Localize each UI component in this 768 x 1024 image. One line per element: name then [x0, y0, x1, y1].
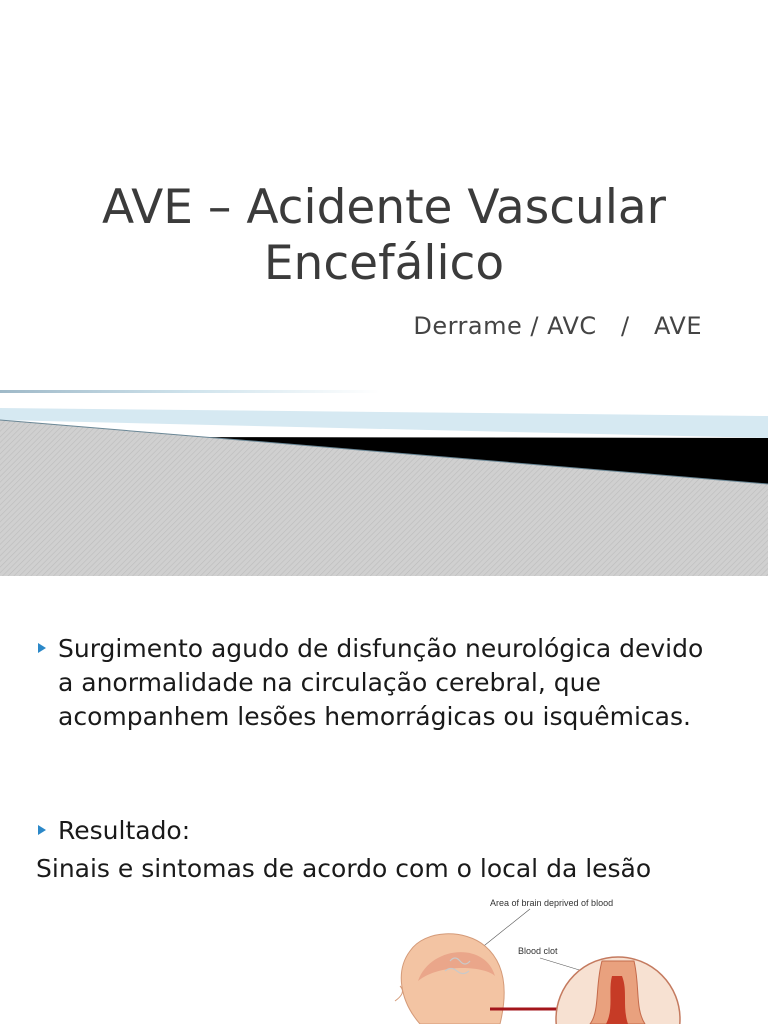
title-line-2: Encefálico — [263, 236, 505, 291]
bullet-arrow-icon — [38, 825, 46, 835]
content-slide — [0, 576, 768, 1024]
bullet-item-1 — [38, 632, 718, 734]
title-line-1: AVE – Acidente Vascular — [101, 180, 667, 235]
head-illustration — [401, 934, 504, 1024]
figure-label-clot: Blood clot — [518, 946, 558, 956]
decorative-banner — [0, 380, 768, 576]
bullet-1-text: Surgimento agudo de disfunção neurológica devido a anormalidade na circulação cerebral, que acompanhem lesões hemorrágicas ou isquêmicas. — [58, 634, 704, 731]
banner-top-line — [0, 390, 380, 393]
slide-subtitle: Derrame / AVC / AVE — [413, 312, 702, 340]
result-text: Sinais e sintomas de acordo com o local da lesão — [36, 854, 652, 883]
bullet-arrow-icon — [38, 643, 46, 653]
stroke-illustration — [390, 891, 710, 1024]
slide-title — [0, 180, 768, 292]
bullet-2-text: Resultado: — [58, 816, 191, 845]
bullet-item-2 — [38, 814, 718, 848]
figure-label-top: Area of brain deprived of blood — [490, 898, 614, 908]
